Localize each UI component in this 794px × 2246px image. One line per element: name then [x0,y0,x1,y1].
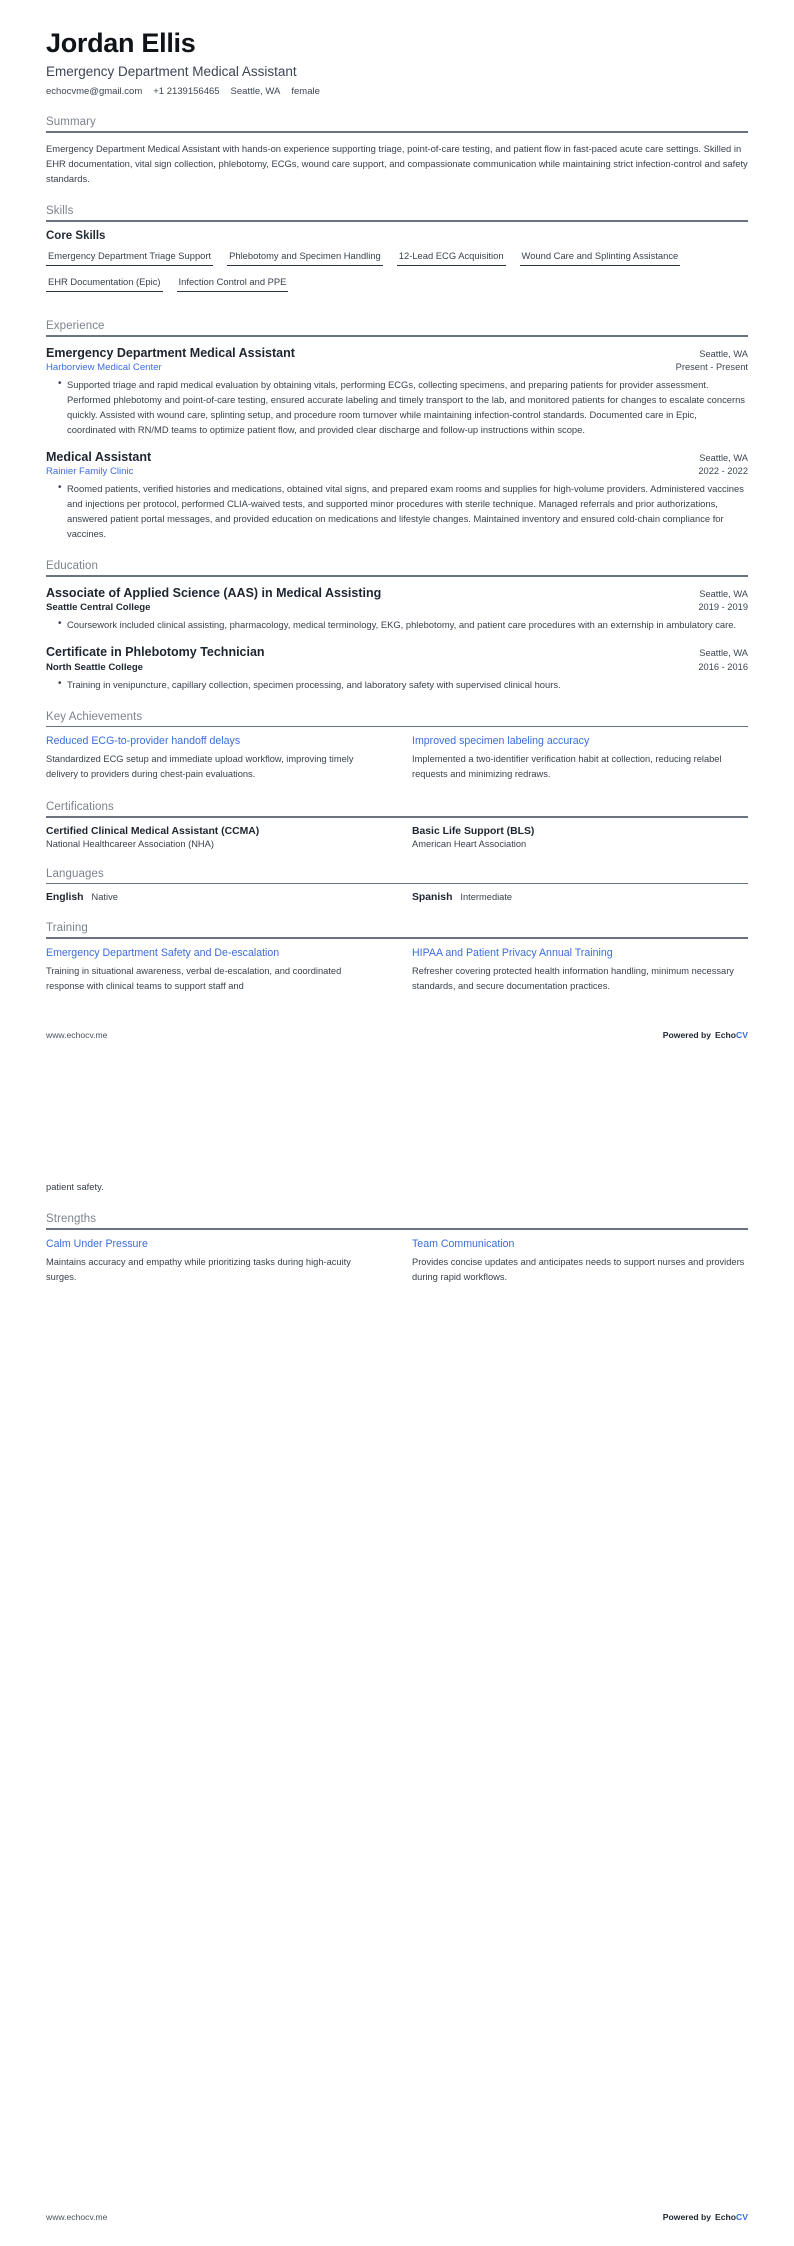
skills-group-title: Core Skills [46,229,106,242]
experience-title: Medical Assistant [46,449,152,464]
training-continuation-text: patient safety. [46,1181,104,1192]
education-location: Seattle, WA [699,589,748,599]
experience-dates: 2022 - 2022 [698,466,748,477]
powered-by [663,1030,748,1040]
training-item [46,947,382,994]
section-strengths [46,1213,748,1285]
experience-location: Seattle, WA [699,348,748,359]
experience-title: Emergency Department Medical Assistant [46,345,295,360]
section-title-education: Education [46,560,99,573]
experience-entry [46,449,748,541]
footer-url[interactable]: www.echocv.me [46,2212,108,2222]
training-title[interactable]: Emergency Department Safety and De-escalation [46,947,280,960]
language-item [46,892,382,903]
section-title-experience: Experience [46,319,105,332]
brand-logo [715,1030,748,1040]
certification-name: Basic Life Support (BLS) [412,825,535,837]
language-level: Intermediate [460,892,513,903]
education-entry [46,644,748,691]
skills-chip-list [46,249,748,301]
language-name: English [46,892,84,904]
page-footer [46,1020,748,1054]
education-bullets [46,617,748,632]
training-item [412,947,748,994]
experience-dates: Present - Present [675,361,748,372]
strength-grid [46,1238,748,1285]
language-grid [46,892,748,903]
section-key-achievements [46,711,748,783]
skill-chip: Wound Care and Splinting Assistance [520,249,681,266]
section-experience [46,320,748,541]
contact-email: echocvme@gmail.com [46,86,143,98]
footer-url[interactable]: www.echocv.me [46,1030,108,1041]
page-footer [46,2202,748,2236]
powered-by-label: Powered by [662,1030,712,1041]
training-title[interactable]: HIPAA and Patient Privacy Annual Training [412,947,613,960]
section-title-training: Training [46,922,88,935]
section-training [46,922,748,994]
achievement-title[interactable]: Reduced ECG-to-provider handoff delays [46,735,241,748]
achievement-item [412,735,748,782]
contact-phone: +1 2139156465 [153,86,220,98]
training-grid [46,947,748,994]
education-bullet: • Training in venipuncture, capillary collection, specimen processing, and laboratory safety with supervised clinical hours. [58,677,748,692]
certification-issuer: National Healthcareer Association (NHA) [46,838,214,849]
candidate-name: Jordan Ellis [46,28,196,58]
brand-echo: Echo [715,1030,737,1041]
experience-location: Seattle, WA [699,452,748,463]
brand-logo [715,2212,748,2222]
powered-by-label: Powered by [662,2212,712,2222]
achievement-description: Implemented a two-identifier verification habit at collection, reducing relabel requests and minimizing redraws. [412,754,722,780]
achievement-item [46,735,382,782]
achievement-grid [46,735,748,782]
strength-title[interactable]: Calm Under Pressure [46,1237,148,1250]
education-school: Seattle Central College [46,602,151,614]
section-title-certifications: Certifications [46,801,114,814]
section-summary [46,116,748,186]
summary-text: Emergency Department Medical Assistant with hands-on experience supporting triage, point-of-care testing, and patient flow in fast-paced acute care settings. Skilled in EHR documentation, vital sign collection, phlebotomy, ECGs, wound care support, and compassionate communication while maintaining strict infection-control and safety standards. [46,142,748,185]
brand-echo: Echo [715,2212,737,2222]
education-dates: 2016 - 2016 [698,661,748,672]
education-entry [46,585,748,632]
strength-description: Provides concise updates and anticipates needs to support nurses and providers during rapid workflows. [412,1256,745,1282]
skill-chip: 12-Lead ECG Acquisition [397,249,506,266]
section-title-skills: Skills [46,205,74,218]
experience-bullets [46,377,748,437]
language-item [412,892,748,903]
training-description: Refresher covering protected health information handling, minimum necessary standards, and secure documentation practices. [412,966,734,992]
contact-gender: female [291,86,320,98]
section-title-strengths: Strengths [46,1213,97,1226]
training-description: Training in situational awareness, verbal de-escalation, and coordinated response with clinical teams to support staff and [46,966,342,992]
education-school: North Seattle College [46,661,144,673]
language-name: Spanish [412,892,453,904]
experience-bullet: • Roomed patients, verified histories and medications, obtained vital signs, and prepared exam rooms and supplies for high-volume providers. Administered vaccines and injections per protocol, performed CLIA-waived tests, and supported minor procedures with sterile technique. Managed referrals and prior authorizations, answered patient portal messages, and provided education on medications and lifestyle changes. Maintained inventory and ensured cold-chain compliance for vaccines. [58,481,748,541]
candidate-headline: Emergency Department Medical Assistant [46,64,297,80]
experience-bullets [46,481,748,541]
resume-page-2 [0,1123,794,2246]
experience-bullet: • Supported triage and rapid medical evaluation by obtaining vitals, performing ECGs, collecting specimens, and preparing patients for provider assessment. Performed phlebotomy and point-of-care testing, ensured accurate labeling and timely transport to the lab, and monitored patients for changes to escalate concerns quickly. Assisted with wound care, splinting setup, and procedure room turnover while maintaining infection-control standards. Documented care in Epic, coordinated with RN/MD teams to optimize patient flow, and provided clear discharge and follow-up instructions within scope. [58,377,748,437]
experience-entry [46,345,748,437]
strength-description: Maintains accuracy and empathy while prioritizing tasks during high-acuity surges. [46,1256,351,1282]
section-skills [46,205,748,301]
skill-chip: Phlebotomy and Specimen Handling [227,249,383,266]
powered-by [663,2212,748,2222]
strength-item [46,1238,382,1285]
certification-issuer: American Heart Association [412,838,527,849]
section-title-key-achievements: Key Achievements [46,710,143,723]
section-title-languages: Languages [46,867,104,880]
section-title-summary: Summary [46,116,96,129]
certification-grid [46,826,748,849]
education-dates: 2019 - 2019 [698,602,748,613]
certification-item [412,826,748,849]
skill-chip: EHR Documentation (Epic) [46,275,163,292]
skill-chip: Infection Control and PPE [177,275,289,292]
education-location: Seattle, WA [699,648,748,659]
section-languages [46,868,748,904]
achievement-description: Standardized ECG setup and immediate upload workflow, improving timely delivery to providers during chest-pain evaluations. [46,754,354,780]
language-level: Native [91,892,118,903]
contact-row [46,86,748,97]
certification-item [46,826,382,849]
section-certifications [46,801,748,849]
strength-title[interactable]: Team Communication [412,1237,515,1250]
achievement-title[interactable]: Improved specimen labeling accuracy [412,735,590,748]
skill-chip: Emergency Department Triage Support [46,249,213,266]
education-degree: Certificate in Phlebotomy Technician [46,645,265,660]
strength-item [412,1238,748,1285]
experience-organization[interactable]: Rainier Family Clinic [46,466,134,478]
education-degree: Associate of Applied Science (AAS) in Medical Assisting [46,586,382,600]
experience-organization[interactable]: Harborview Medical Center [46,361,162,373]
resume-header [46,28,748,97]
education-bullet: • Coursework included clinical assisting, pharmacology, medical terminology, EKG, phlebotomy, and patient care procedures with an externship in ambulatory care. [58,617,748,632]
contact-location: Seattle, WA [230,86,281,98]
section-education [46,560,748,691]
brand-cv: CV [736,2212,748,2222]
education-bullets [46,677,748,692]
certification-name: Certified Clinical Medical Assistant (CCMA) [46,825,260,837]
brand-cv: CV [736,1030,748,1041]
